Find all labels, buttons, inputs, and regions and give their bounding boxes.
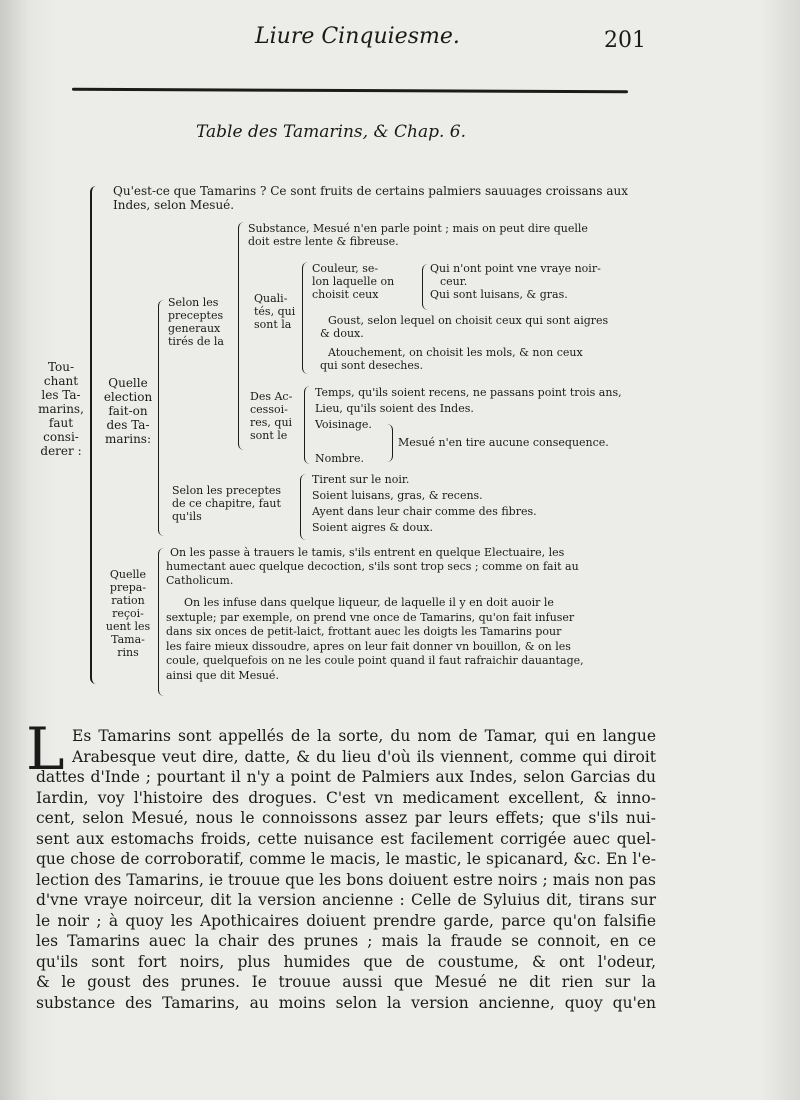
definition-text: Qu'est-ce que Tamarins ? Ce sont fruits de certains palmiers sauuages croissans aux Indes, selon Mesué. — [113, 184, 629, 212]
preparation-label: Quelle prepa- ration reçoi- uent les Tama- rins — [105, 568, 151, 659]
lieu-text: Lieu, qu'ils soient des Indes. — [315, 402, 474, 415]
text-line: & le goust des prunes. Ie trouue aussi que Mesué ne dit rien sur la — [36, 973, 656, 991]
election-label: Quelle election fait-on des Ta- marins: — [103, 376, 153, 446]
header-rule — [72, 88, 628, 93]
preparation-para-2: On les infuse dans quelque liqueur, de laquelle il y en doit auoir le sextuple; par exemple, on prend vne once de Tamarins, qu'on fait infuser dans six onces de petit-laict, frottant auec les doigts les Tamarins pour les faire mieux dissoudre, apres on leur fait donner vn bouillon, & on les coule, quelquefois on ne les coule point quand il faut rafraichir dauantage, ainsi que dit Mesué. — [166, 596, 584, 682]
mesue-note: Mesué n'en tire aucune consequence. — [398, 436, 609, 449]
table-title: Table des Tamarins, & Chap. 6. — [196, 122, 466, 142]
list-item: Soient luisans, gras, & recens. — [312, 489, 483, 502]
chapter-items — [312, 472, 537, 536]
chapter-precepts-label: Selon les preceptes de ce chapitre, faut qu'ils — [172, 484, 282, 523]
text-line: qu'ils sont fort noirs, plus humides que de coustume, & ont l'odeur, — [36, 952, 656, 971]
text-line: substance des Tamarins, au moins selon la version ancienne, quoy qu'en — [36, 993, 656, 1012]
list-item: Tirent sur le noir. — [312, 473, 410, 486]
preparation-para-1: On les passe à trauers le tamis, s'ils entrent en quelque Electuaire, les humectant auec quelque decoction, s'ils sont trop secs ; comme on fait au Catholicum. — [166, 546, 579, 587]
general-brace — [238, 222, 247, 450]
text-line: sent aux estomachs froids, cette nuisance est facilement corrigée auec quel- — [36, 829, 656, 848]
atouchement-text: Atouchement, on choisit les mols, & non ceux qui sont deseches. — [320, 346, 583, 372]
body-text — [36, 726, 656, 1013]
page-number: 201 — [604, 28, 646, 53]
text-line: d'vne vraye noirceur, dit la version ancienne : Celle de Syluius dit, tirans sur — [36, 891, 656, 909]
qualites-label: Quali- tés, qui sont la — [254, 292, 296, 331]
running-title: Liure Cinquiesme. — [255, 24, 460, 49]
couleur-brace — [422, 264, 429, 310]
mesue-brace — [386, 424, 393, 462]
preparation-brace — [158, 548, 166, 696]
couleur-text: Couleur, se- lon laquelle on choisit ceux — [312, 262, 395, 301]
goust-text: Goust, selon lequel on choisit ceux qui sont aigres & doux. — [320, 314, 609, 340]
accessoires-label: Des Ac- cessoi- res, qui sont le — [250, 390, 293, 442]
text-line: Iardin, voy l'histoire des drogues. C'est vn medicament excellent, & inno- — [36, 788, 656, 807]
accessoires-brace — [304, 386, 312, 464]
list-item: Ayent dans leur chair comme des fibres. — [312, 505, 537, 518]
text-line: les Tamarins auec la chair des prunes ; mais la fraude se connoit, en ce — [36, 932, 656, 950]
couleur-options: Qui n'ont point vne vraye noir- ceur. Qui sont luisans, & gras. — [430, 262, 601, 301]
voisinage-text: Voisinage. — [315, 418, 372, 431]
text-line: Arabesque veut dire, datte, & du lieu d'où ils viennent, comme qui diroit — [72, 747, 656, 766]
nombre-text: Nombre. — [315, 452, 364, 465]
substance-text: Substance, Mesué n'en parle point ; mais on peut dire quelle doit estre lente & fibreuse. — [248, 222, 588, 248]
text-line: cent, selon Mesué, nous le connoissons assez par leurs effets; que s'ils nui- — [36, 809, 656, 827]
text-line: que chose de corroboratif, comme le macis, le mastic, le spicanard, &c. En l'e- — [36, 850, 656, 868]
election-brace — [158, 300, 167, 536]
root-label: Tou- chant les Ta- marins, faut consi- derer : — [38, 360, 84, 458]
main-brace — [90, 186, 102, 684]
qualites-brace — [302, 262, 310, 374]
list-item: Soient aigres & doux. — [312, 521, 433, 534]
text-line: le noir ; à quoy les Apothicaires doiuent prendre garde, parce qu'on falsifie — [36, 911, 656, 930]
text-line: Es Tamarins sont appellés de la sorte, du nom de Tamar, qui en langue — [72, 727, 656, 745]
chapter-brace — [300, 474, 308, 540]
drop-cap: L — [26, 715, 65, 783]
text-line: dattes d'Inde ; pourtant il n'y a point de Palmiers aux Indes, selon Garcias du — [36, 768, 656, 786]
general-precepts-label: Selon les preceptes generaux tirés de la — [168, 296, 224, 348]
temps-text: Temps, qu'ils soient recens, ne passans point trois ans, — [315, 386, 622, 399]
text-line: lection des Tamarins, ie trouue que les bons doiuent estre noirs ; mais non pas — [36, 870, 656, 889]
